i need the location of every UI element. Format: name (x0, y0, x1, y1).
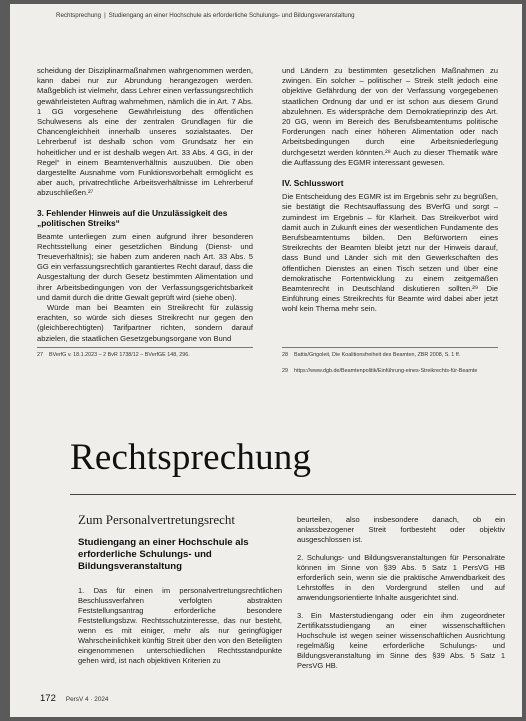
headnote-column-left (78, 586, 282, 666)
paragraph: Beamte unterliegen zum einen aufgrund ihrer besonderen Rechtsstellung einer gesetzlichen Bindung (Dienst- und Treueverhältnis); sie haben zum anderen nach Art. 33 Abs. 5 GG ein verfassungsrechtlich garantiertes Recht darauf, dass die Ausgestaltung der durch Gesetz bestimmten Alimentation und ihrer Arbeitsbedingungen von der Verfassungsgerichtsbarkeit und damit durch die dritte Gewalt geprüft wird (siehe oben). (37, 231, 253, 302)
footnote-rule-left (37, 347, 253, 348)
running-head-section: Rechtsprechung (56, 12, 102, 19)
footnote-28: 28 Battis/Grigoleit, Die Koalitionsfreiheit des Beamten, ZBR 2008, S. 1 ff. (282, 352, 461, 358)
section-divider (70, 494, 516, 495)
journal-issue: PersV 4 · 2024 (65, 696, 109, 703)
subsection-title: Zum Personalvertretungsrecht (78, 512, 236, 527)
paragraph: scheidung der Disziplinarmaßnahmen wahrgenommen werden, kann dabei nur zur Abrundung herangezogen werden. Maßgeblich ist vielmehr, dass Lehrer einen verfassungsrechtlich gewährleisteten Auftrag wahrnehmen, nämlich die in Art. 7 Abs. 1 GG vorgesehene Gewährleistung des öffentlichen Schulwesens als eine der zentralen Grundlagen für die Chancengleichheit innerhalb unseres sozialstaates. Der Lehrerberuf ist deshalb schon vom Grundsatz her ein hoheitlicher und er ist deshalb wegen Art. 33 Abs. 4 GG, in der Regel“ in einem Beamtenverhältnis auszuüben. Die oben dargestellte Ausnahme vom Funktionsvorbehalt ermöglicht es aber auch, privatrechtliche Arbeitsverhältnisse im Lehrerberuf abzuschließen.²⁷ (37, 66, 253, 198)
section-heading-conclusion: IV. Schlusswort (282, 178, 344, 189)
article-column-right (282, 66, 498, 315)
headnote-paragraph: 3. Ein Masterstudiengang oder ein ihm zugeordneter Zertifikatsstudiengang an einer wissenschaftlichen Hochschule ist wegen seiner wissenschaftlichen Ausrichtung regelmäßig keine erforderliche Schulungs- und Bildungsveranstaltung im Sinne des §39 Abs. 5 Satz 1 PersVG HB. (297, 611, 505, 670)
article-column-left (37, 66, 253, 344)
headnote-paragraph: beurteilen, also insbesondere danach, ob ein anlassbezogener Streit fortbesteht oder objektiv ausgeschlossen ist. (297, 515, 505, 544)
headnote-column-right (297, 515, 505, 671)
paragraph: Die Entscheidung des EGMR ist im Ergebnis sehr zu begrüßen, sie bestätigt die Rechtsauffassung des BVerfG und sorgt – zumindest im Ergebnis – für Klarheit. Das Streikverbot wird damit auch in Zukunft eines der wesentlichen Fundamente des Berufsbeamtentums bilden. Den Befürwortern eines Streikrechts der Beamten bleibt jetzt nur der Hinweis darauf, dass Bund und Länder sich mit den Gewerkschaften des öffentlichen Dienstes an einen Tisch setzen und über eine demokratische Fortentwicklung zu einem zeitgemäßen Beamtenrecht in Deutschland diskutieren sollten.²⁹ Die Einführung eines Streikrechts für Beamte wird dabei aber jetzt wohl kein Thema mehr sein. (282, 192, 498, 314)
footnote-29: 29 https://www.dgb.de/Beamtenpolitik/Einführung-eines-Streikrechts-für-Beamte (282, 368, 478, 374)
journal-page (10, 4, 522, 717)
paragraph: Würde man bei Beamten ein Streikrecht für zulässig erachten, so würde sich dieses Streikrecht nur gegen den (gleichberechtigten) Tarifpartner richten, sondern darauf abzielen, die staatlichen Gesetzgebungsorgane von Bund (37, 303, 253, 343)
section-title: Rechtsprechung (70, 437, 312, 478)
running-head (56, 12, 516, 19)
paragraph: und Ländern zu bestimmten gesetzlichen Maßnahmen zu zwingen. Ein solcher – politischer – Streik stellt jedoch eine objektive Gefährdung der von der Verfassung vorgegebenen staatlichen Ordnung dar und er ist schon aus diesem Grund abzulehnen. Es widerspräche dem Demokratieprinzip des Art. 20 GG, wenn im Bereich des Berufsbeamtentums politische Forderungen nach einer höheren Alimentation oder nach Arbeitsbedingungen durch eine Arbeitsniederlegung durchgesetzt werden könnten.²⁸ Auch zu dieser Thematik wäre die Auffassung des EGMR interessant gewesen. (282, 66, 498, 167)
headnote-paragraph: 1. Das für einen im personalvertretungsrechtlichen Beschlussverfahren verfolgten abstrakten Feststellungsantrag erforderliche besondere Feststellungsbzw. Rechtsschutzinteresse, das nur besteht, wenn es mit einiger, mehr als nur geringfügiger Wahrscheinlichkeit künftig Streit über den von den Beteiligten eingenommenen unterschiedlichen Rechtsstandpunkte gehen wird, ist nach objektiven Kriterien zu (78, 586, 282, 665)
footnote-27: 27 BVerfG v. 18.1.2023 – 2 BvR 1738/12 – BVerfGE 148, 296. (37, 352, 190, 358)
page-number: 172 (40, 693, 56, 704)
running-head-article: Studiengang an einer Hochschule als erforderliche Schulungs- und Bildungsveranstaltung (108, 12, 355, 19)
case-title: Studiengang an einer Hochschule als erforderliche Schulungs- und Bildungsveranstaltung (78, 537, 249, 573)
footnote-rule-right (282, 347, 498, 348)
page-footer (40, 693, 109, 704)
subsection-heading: 3. Fehlender Hinweis auf die Unzulässigkeit des „politischen Streiks“ (37, 207, 228, 229)
headnote-paragraph: 2. Schulungs- und Bildungsveranstaltungen für Personalräte können im Sinne von §39 Abs. 5 Satz 1 PersVG HB erforderlich sein, wenn sie die praktische Anwendbarkeit des Lehrstoffes in den Vordergrund stellen und auf anwendungsorientierte Inhalte ausgerichtet sind. (297, 553, 505, 602)
running-head-separator: | (104, 12, 106, 19)
